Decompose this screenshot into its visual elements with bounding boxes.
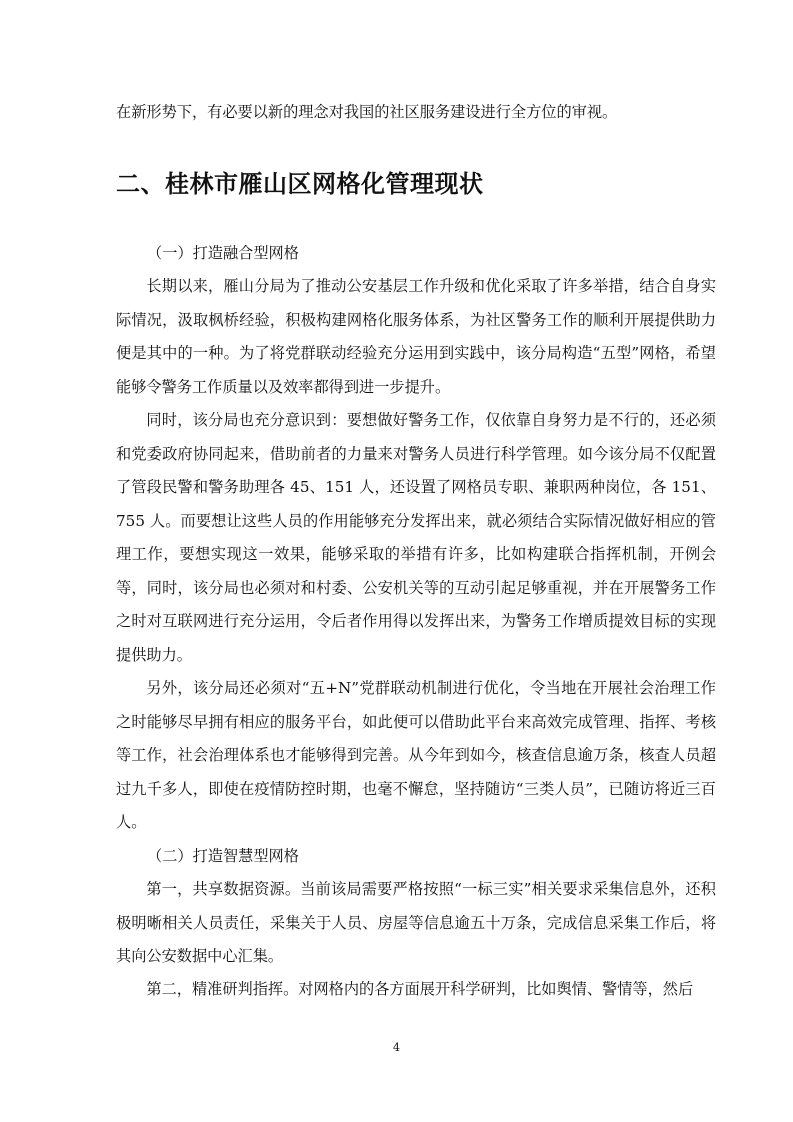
page-number: 4: [393, 1041, 400, 1054]
paragraph-4: 第一，共享数据资源。当前该局需要严格按照“一标三实”相关要求采集信息外，还积极明晰相关人员责任，采集关于人员、房屋等信息逾五十万条，完成信息采集工作后，将其向公安数据中心汇集。: [116, 880, 716, 965]
paragraph-2: 同时，该分局也充分意识到：要想做好警务工作，仅依靠自身努力是不行的，还必须和党委政府协同起来，借助前者的力量来对警务人员进行科学管理。如今该分局不仅配置了管段民警和警务助理各 45、151 人，还设置了网格员专职、兼职两种岗位，各 151、755 人。而要想让这些人员的作用能够充分发挥出来，就必须结合实际情况做好相应的管理工作，要想实现这一效果，能够采取的举措有许多，比如构建联合指挥机制，开例会等，同时，该分局也必须对和村委、公安机关等的互动引起足够重视，并在开展警务工作之时对互联网进行充分运用，令后者作用得以发挥出来，为警务工作增质提效目标的实现提供助力。: [116, 411, 716, 664]
paragraph-5: 第二，精准研判指挥。对网格内的各方面展开科学研判，比如舆情、警情等，然后: [146, 980, 694, 998]
paragraph-1: 长期以来，雁山分局为了推动公安基层工作升级和优化采取了许多举措，结合自身实际情况，汲取枫桥经验，积极构建网格化服务体系，为社区警务工作的顺利开展提供助力便是其中的一种。为了将党群联动经验充分运用到实践中，该分局构造“五型”网格，希望能够令警务工作质量以及效率都得到进一步提升。: [116, 277, 716, 396]
subsection-title-1: （一）打造融合型网格: [147, 244, 299, 262]
paragraph-3: 另外，该分局还必须对“五+N”党群联动机制进行优化，令当地在开展社会治理工作之时能够尽早拥有相应的服务平台，如此便可以借助此平台来高效完成管理、指挥、考核等工作，社会治理体系也才能够得到完善。从今年到如今，核查信息逾万条，核查人员超过九千多人，即使在疫情防控时期，也毫不懈怠，坚持随访“三类人员”，已随访将近三百人。: [116, 679, 716, 831]
section-heading: 二、桂林市雁山区网格化管理现状: [116, 170, 484, 198]
subsection-title-2: （二）打造智慧型网格: [147, 847, 299, 865]
intro-paragraph-tail: 在新形势下，有必要以新的理念对我国的社区服务建设进行全方位的审视。: [116, 103, 618, 121]
